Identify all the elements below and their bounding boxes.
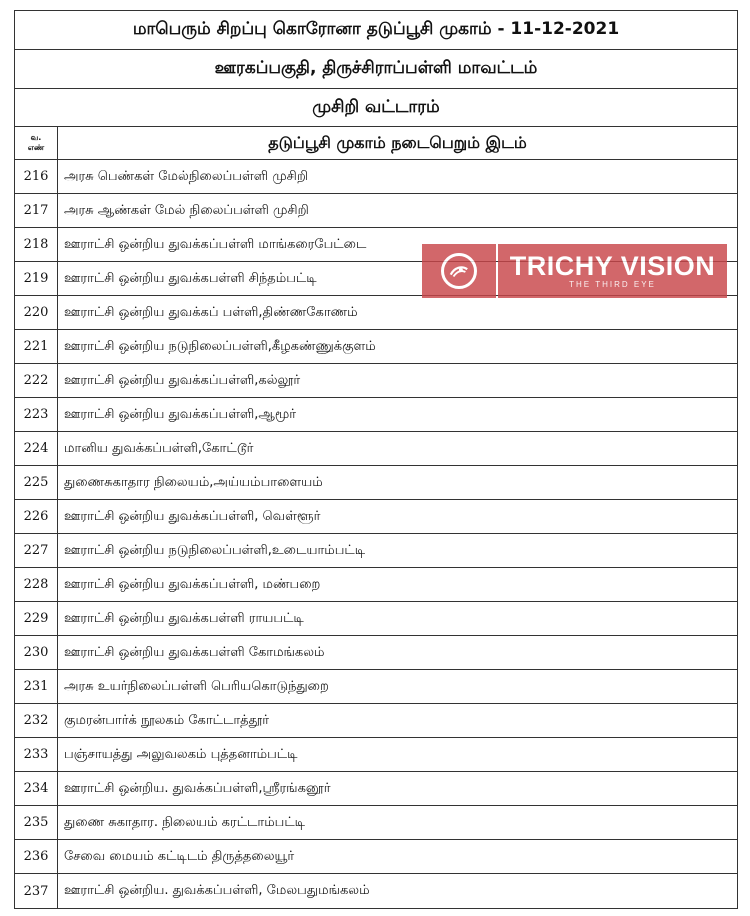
serial-number-cell: 224 <box>15 432 58 465</box>
camp-location-cell: ஊராட்சி ஒன்றிய. துவக்கப்பள்ளி,ஸ்ரீரங்கனூர் <box>64 780 331 796</box>
serial-number-cell: 226 <box>15 500 58 533</box>
table-row <box>15 772 737 806</box>
serial-number-cell: 230 <box>15 636 58 669</box>
camp-location-cell: ஊராட்சி ஒன்றிய துவக்கப்பள்ளி, மண்பறை <box>64 576 321 592</box>
camp-location-cell: ஊராட்சி ஒன்றிய. துவக்கப்பள்ளி, மேலபதுமங்கலம் <box>64 883 370 898</box>
camp-location-cell: ஊராட்சி ஒன்றிய துவக்கப்பள்ளி மாங்கரைபேட்டை <box>64 236 367 252</box>
serial-number-cell: 231 <box>15 670 58 703</box>
camp-location-cell: ஊராட்சி ஒன்றிய துவக்கப்பள்ளி, வெள்ளூர் <box>64 508 321 524</box>
camp-location-cell: ஊராட்சி ஒன்றிய துவக்கபள்ளி ராயபட்டி <box>64 610 304 626</box>
serial-header-line2: எண் <box>27 143 45 152</box>
serial-number-cell: 235 <box>15 806 58 839</box>
table-row <box>15 432 737 466</box>
watermark-tagline: THE THIRD EYE <box>569 280 656 289</box>
block-heading: முசிறி வட்டாரம் <box>15 89 737 127</box>
table-row <box>15 840 737 874</box>
eye-logo-icon <box>441 253 477 289</box>
camp-location-cell: ஊராட்சி ஒன்றிய துவக்கபள்ளி சிந்தம்பட்டி <box>64 270 317 286</box>
table-row <box>15 806 737 840</box>
table-row <box>15 738 737 772</box>
vaccination-camp-table <box>14 10 738 909</box>
serial-number-cell: 219 <box>15 262 58 295</box>
document-title: மாபெரும் சிறப்பு கொரோனா தடுப்பூசி முகாம் - 11-12-2021 <box>15 11 737 50</box>
table-row <box>15 636 737 670</box>
table-row <box>15 466 737 500</box>
watermark-text <box>498 244 727 298</box>
camp-location-cell: அரசு பெண்கள் மேல்நிலைப்பள்ளி முசிறி <box>64 168 309 184</box>
table-row <box>15 602 737 636</box>
camp-location-cell: குமரன்பார்க் நூலகம் கோட்டாத்தூர் <box>64 712 270 728</box>
camp-location-cell: ஊராட்சி ஒன்றிய துவக்கப்பள்ளி,கல்லூர் <box>64 372 301 388</box>
table-row <box>15 874 737 908</box>
serial-number-cell: 227 <box>15 534 58 567</box>
table-row <box>15 568 737 602</box>
serial-number-cell: 216 <box>15 160 58 193</box>
serial-column-header <box>15 127 58 159</box>
camp-location-cell: துணைசுகாதார நிலையம்,அய்யம்பாளையம் <box>64 474 323 490</box>
camp-location-cell: ஊராட்சி ஒன்றிய நடுநிலைப்பள்ளி,உடையாம்பட்டி <box>64 542 366 558</box>
camp-location-cell: சேவை மையம் கட்டிடம் திருத்தலையூர் <box>64 848 295 864</box>
table-row <box>15 296 737 330</box>
camp-location-cell: ஊராட்சி ஒன்றிய நடுநிலைப்பள்ளி,கீழகண்ணுக்குளம் <box>64 338 376 354</box>
table-row <box>15 364 737 398</box>
serial-number-cell: 223 <box>15 398 58 431</box>
place-column-header: தடுப்பூசி முகாம் நடைபெறும் இடம் <box>268 132 527 152</box>
serial-header-line1: வ. <box>30 133 42 142</box>
serial-number-cell: 237 <box>15 874 58 908</box>
serial-number-cell: 232 <box>15 704 58 737</box>
camp-location-cell: மானிய துவக்கப்பள்ளி,கோட்டூர் <box>64 440 254 456</box>
serial-number-cell: 218 <box>15 228 58 261</box>
serial-number-cell: 228 <box>15 568 58 601</box>
camp-location-cell: ஊராட்சி ஒன்றிய துவக்கப் பள்ளி,திண்ணகோணம் <box>64 304 358 320</box>
serial-number-cell: 229 <box>15 602 58 635</box>
table-header <box>15 127 737 160</box>
camp-location-cell: துணை சுகாதார. நிலையம் கரட்டாம்பட்டி <box>64 814 306 830</box>
table-row <box>15 194 737 228</box>
camp-location-cell: ஊராட்சி ஒன்றிய துவக்கப்பள்ளி,ஆமூர் <box>64 406 297 422</box>
watermark-brand: TRICHY VISION <box>509 251 716 281</box>
table-row <box>15 500 737 534</box>
camp-location-cell: அரசு உயர்நிலைப்பள்ளி பெரியகொடுந்துறை <box>64 678 329 694</box>
serial-number-cell: 222 <box>15 364 58 397</box>
trichy-vision-watermark <box>422 244 727 298</box>
serial-number-cell: 221 <box>15 330 58 363</box>
serial-number-cell: 233 <box>15 738 58 771</box>
table-row <box>15 670 737 704</box>
table-row <box>15 704 737 738</box>
district-heading: ஊரகப்பகுதி, திருச்சிராப்பள்ளி மாவட்டம் <box>15 50 737 89</box>
serial-number-cell: 234 <box>15 772 58 805</box>
camp-location-cell: பஞ்சாயத்து அலுவலகம் புத்தனாம்பட்டி <box>64 746 298 762</box>
watermark-logo <box>422 244 496 298</box>
table-row <box>15 330 737 364</box>
table-row <box>15 534 737 568</box>
serial-number-cell: 225 <box>15 466 58 499</box>
camp-location-cell: அரசு ஆண்கள் மேல் நிலைப்பள்ளி முசிறி <box>64 202 309 218</box>
serial-number-cell: 220 <box>15 296 58 329</box>
table-row <box>15 398 737 432</box>
camp-location-cell: ஊராட்சி ஒன்றிய துவக்கபள்ளி கோமங்கலம் <box>64 644 325 660</box>
table-row <box>15 160 737 194</box>
serial-number-cell: 217 <box>15 194 58 227</box>
serial-number-cell: 236 <box>15 840 58 873</box>
